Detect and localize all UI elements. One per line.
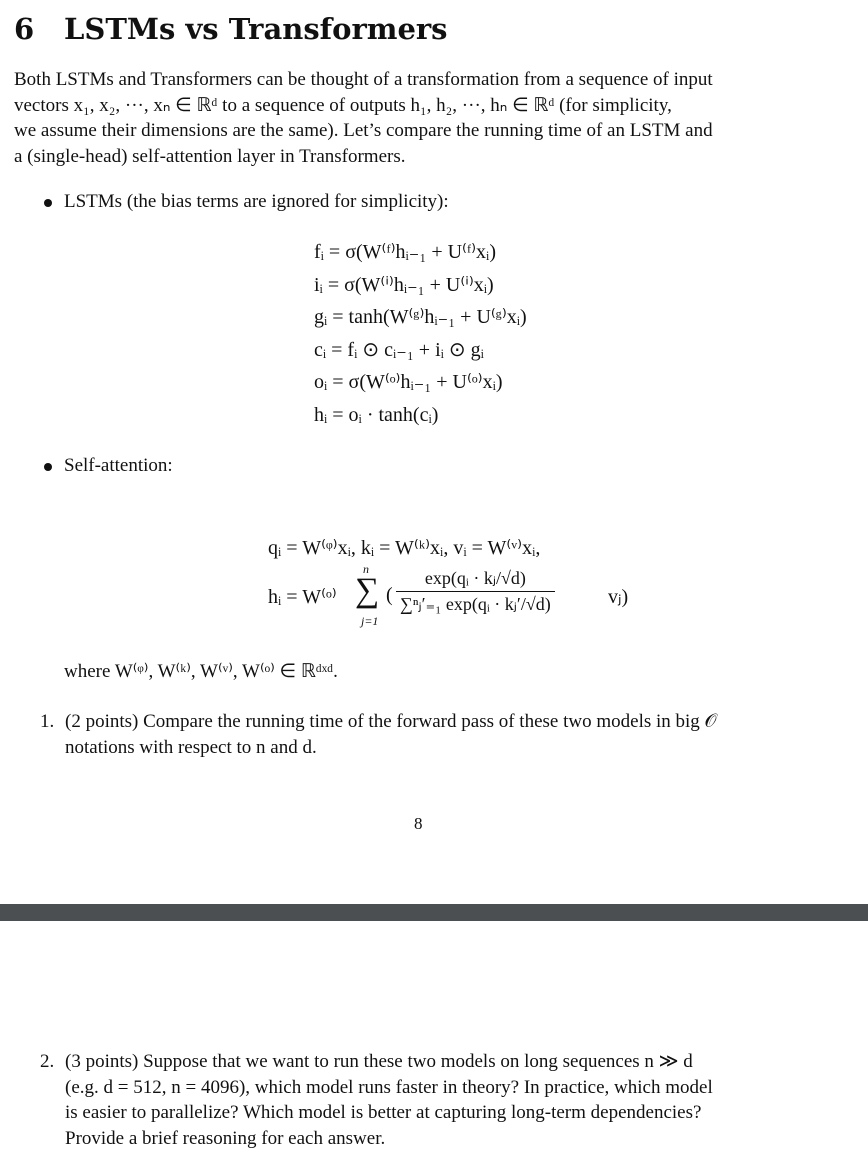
where-clause: where W⁽ᵠ⁾, W⁽ᵏ⁾, W⁽ᵛ⁾, W⁽ᵒ⁾ ∈ ℝᵈˣᵈ.: [64, 661, 338, 682]
question-line: (3 points) Suppose that we want to run these two models on long sequences n ≫ d: [65, 1051, 693, 1072]
section-title: [14, 12, 448, 46]
lstm-equation: fᵢ = σ(W⁽ᶠ⁾hᵢ₋₁ + U⁽ᶠ⁾xᵢ): [314, 241, 496, 263]
fraction-denominator: ∑ⁿⱼ′₌₁ exp(qᵢ · kⱼ′/√d): [400, 594, 551, 614]
question-line: notations with respect to n and d.: [65, 736, 317, 758]
sum-lower-limit: j=1: [361, 614, 379, 628]
lstm-equations: [314, 236, 527, 431]
question-line: (e.g. d = 512, n = 4096), which model runs faster in theory? In practice, which model: [65, 1076, 713, 1098]
intro-paragraph: [14, 67, 834, 169]
intro-line: vectors x₁, x₂, ···, xₙ ∈ ℝᵈ to a sequence of outputs h₁, h₂, ···, hₙ ∈ ℝᵈ (for simplicity,: [14, 94, 672, 116]
question-number: 1.: [40, 711, 55, 732]
lstm-equation: iᵢ = σ(W⁽ⁱ⁾hᵢ₋₁ + U⁽ⁱ⁾xᵢ): [314, 273, 494, 296]
question-number: 2.: [40, 1051, 55, 1072]
attention-bullet-text: Self-attention:: [64, 455, 173, 476]
intro-line: a (single-head) self-attention layer in Transformers.: [14, 145, 406, 167]
lstm-equation: gᵢ = tanh(W⁽ᵍ⁾hᵢ₋₁ + U⁽ᵍ⁾xᵢ): [314, 306, 527, 328]
eq2-tail: vⱼ): [608, 586, 629, 608]
lstm-bullet: [44, 191, 449, 213]
bullet-dot: [44, 463, 52, 471]
bullet-dot: [44, 199, 52, 207]
fraction-numerator: exp(qᵢ · kⱼ/√d): [396, 568, 555, 592]
lstm-bullet-text: LSTMs (the bias terms are ignored for simplicity):: [64, 191, 449, 212]
attention-equation-qkv: qᵢ = W⁽ᵠ⁾xᵢ, kᵢ = W⁽ᵏ⁾xᵢ, vᵢ = W⁽ᵛ⁾xᵢ,: [268, 537, 541, 559]
attention-fraction: [396, 568, 555, 615]
sum-symbol: ∑: [355, 572, 380, 609]
lstm-equation: cᵢ = fᵢ ⊙ cᵢ₋₁ + iᵢ ⊙ gᵢ: [314, 338, 484, 361]
open-paren: (: [386, 584, 393, 606]
section-number: 6: [14, 12, 35, 46]
intro-line: Both LSTMs and Transformers can be thought of a transformation from a sequence of input: [14, 69, 713, 90]
page-divider: [0, 904, 868, 921]
page-number: 8: [414, 814, 423, 833]
question-line: (2 points) Compare the running time of the forward pass of these two models in big 𝒪: [65, 711, 717, 732]
intro-line: we assume their dimensions are the same). Let’s compare the running time of an LSTM and: [14, 120, 713, 141]
attention-bullet: [44, 455, 173, 477]
sum-upper-limit: n: [363, 562, 369, 576]
question-1: [40, 709, 835, 760]
lstm-equation: oᵢ = σ(W⁽ᵒ⁾hᵢ₋₁ + U⁽ᵒ⁾xᵢ): [314, 371, 503, 393]
question-line: Provide a brief reasoning for each answer.: [65, 1127, 386, 1149]
eq2-lhs: hᵢ = W⁽ᵒ⁾: [268, 586, 337, 608]
question-2: [40, 1049, 835, 1151]
lstm-equation: hᵢ = oᵢ · tanh(cᵢ): [314, 403, 439, 426]
question-line: is easier to parallelize? Which model is better at capturing long-term dependencies?: [65, 1102, 702, 1123]
section-title-text: LSTMs vs Transformers: [64, 12, 448, 46]
